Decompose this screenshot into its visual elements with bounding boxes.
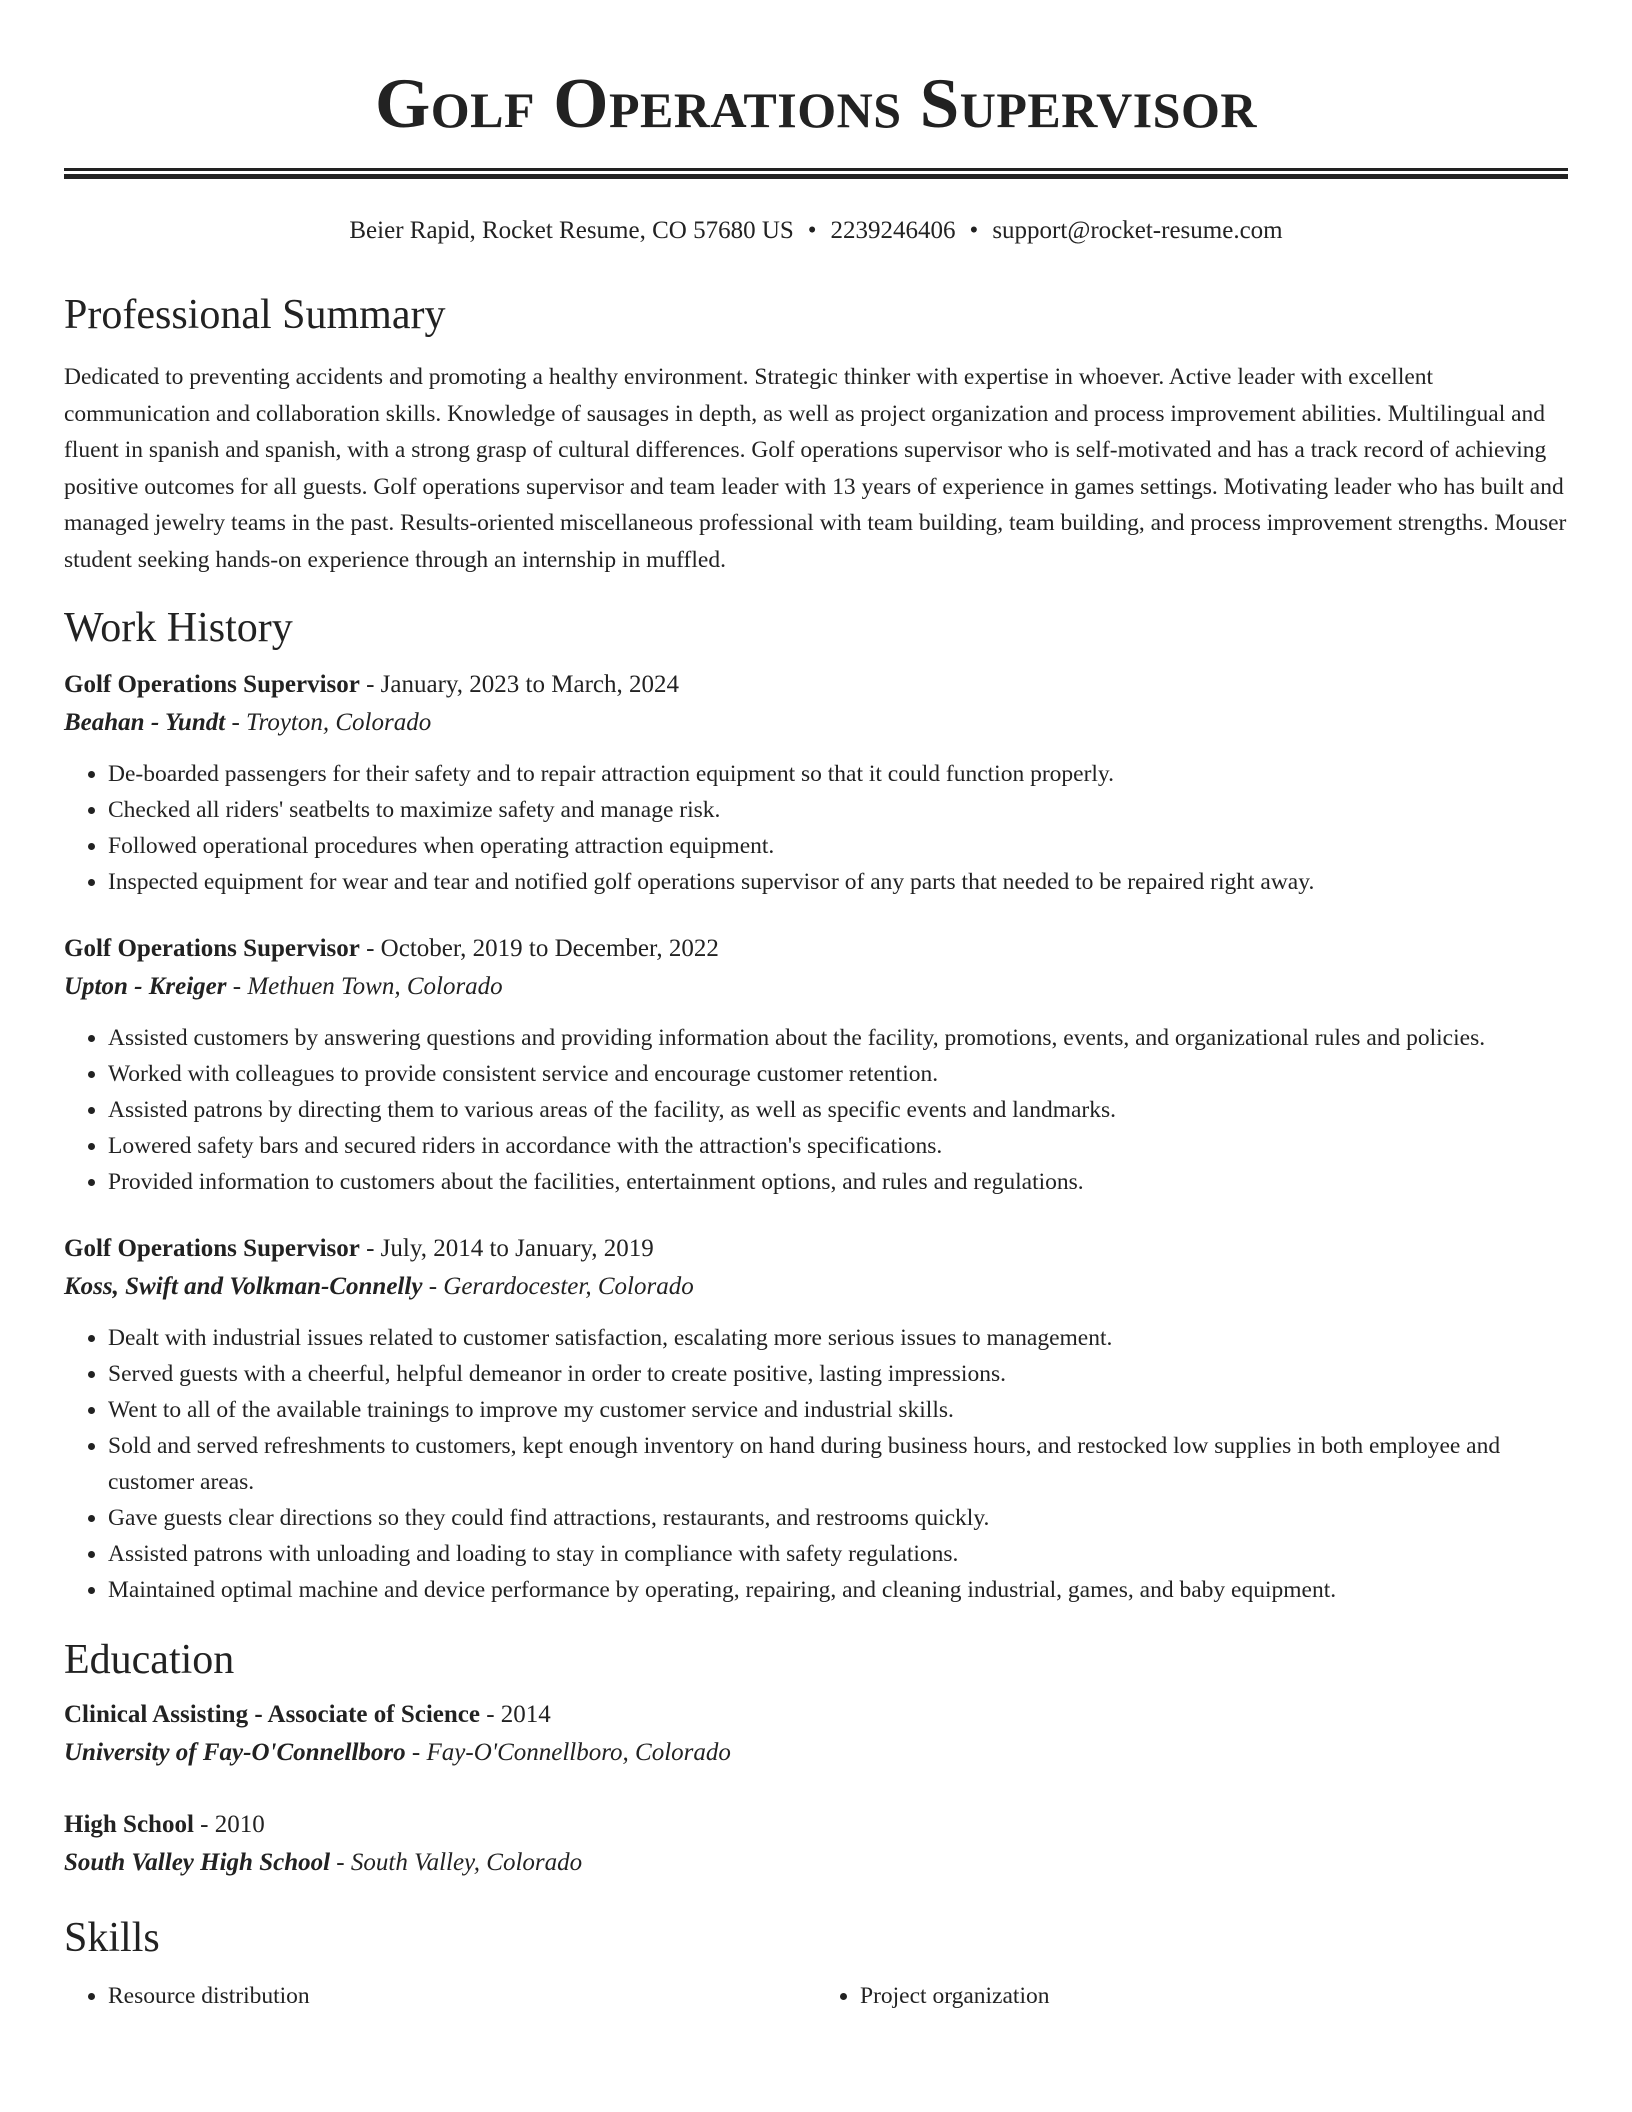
job-entry [64,1230,1568,1608]
list-item: • Assisted patrons by directing them to various areas of the facility, as well as specific events and landmarks. [108,1092,1568,1128]
job-company-line [64,1268,1568,1306]
list-item: • Lowered safety bars and secured riders in accordance with the attraction's specifications. [108,1128,1568,1164]
job-role: Golf Operations Supervisor [64,1235,360,1262]
education-school: South Valley High School [64,1849,331,1876]
job-bullets [64,1320,1568,1608]
list-item: • Maintained optimal machine and device performance by operating, repairing, and cleaning industrial, games, and baby equipment. [108,1572,1568,1608]
job-entry [64,930,1568,1200]
resume-title: Golf Operations Supervisor [375,65,1257,143]
work-history-heading: Work History [64,605,293,651]
contact-line [64,215,1568,247]
education-heading-line [64,1806,1568,1844]
contact-email: support@rocket-resume.com [992,217,1283,244]
job-bullets [64,756,1568,900]
education-year: - 2010 [193,1811,265,1838]
list-item: • Went to all of the available trainings to improve my customer service and industrial skills. [108,1392,1568,1428]
list-item: • Sold and served refreshments to customers, kept enough inventory on hand during business hours, and restocked low supplies in both employee and customer areas. [108,1428,1568,1500]
education-degree: Clinical Assisting - Associate of Science [64,1701,480,1728]
contact-separator: • [807,217,817,244]
title-divider [64,168,1568,179]
list-item: • Worked with colleagues to provide consistent service and encourage customer retention. [108,1056,1568,1092]
skills-list [64,1978,1568,2014]
list-item: • Followed operational procedures when operating attraction equipment. [108,828,1568,864]
list-item: • Dealt with industrial issues related to customer satisfaction, escalating more serious issues to management. [108,1320,1568,1356]
job-company-line [64,968,1568,1006]
education-location: - Fay-O'Connellboro, Colorado [405,1739,731,1766]
list-item: • Resource distribution [108,1978,816,2014]
education-heading: Education [64,1637,235,1683]
job-company-line [64,704,1568,742]
list-item: • De-boarded passengers for their safety and to repair attraction equipment so that it could function properly. [108,756,1568,792]
summary-heading: Professional Summary [64,292,446,338]
job-dates: - October, 2019 to December, 2022 [359,935,719,962]
education-school-line [64,1844,1568,1882]
contact-separator: • [969,217,979,244]
job-location: - Troyton, Colorado [225,709,432,736]
job-role: Golf Operations Supervisor [64,671,360,698]
education-entry [64,1806,1568,1882]
contact-phone: 2239246406 [830,217,956,244]
job-company: Koss, Swift and Volkman-Connelly [64,1273,423,1300]
job-company: Beahan - Yundt [64,709,226,736]
education-school-line [64,1734,1568,1772]
job-bullets [64,1020,1568,1200]
job-heading [64,930,1568,968]
education-location: - South Valley, Colorado [330,1849,583,1876]
job-entry [64,666,1568,900]
job-location: - Gerardocester, Colorado [422,1273,694,1300]
summary-text: Dedicated to preventing accidents and promoting a healthy environment. Strategic thinker with expertise in whoever. Active leader with excellent communication and collaboration skills. Knowledge of sausages in depth, as well as project organization and process improvement abilities. Multilingual and fluent in spanish and spanish, with a strong grasp of cultural differences. Golf operations supervisor who is self-motivated and has a track record of achieving positive outcomes for all guests. Golf operations supervisor and team leader with 13 years of experience in games settings. Motivating leader who has built and managed jewelry teams in the past. Results-oriented miscellaneous professional with team building, team building, and process improvement strengths. Mouser student seeking hands-on experience through an internship in muffled. [64,364,1567,573]
skills-heading: Skills [64,1915,160,1961]
education-entry [64,1696,1568,1772]
list-item: • Assisted patrons with unloading and loading to stay in compliance with safety regulations. [108,1536,1568,1572]
job-role: Golf Operations Supervisor [64,935,360,962]
job-dates: - January, 2023 to March, 2024 [359,671,679,698]
skills-column-right [816,1978,1568,2014]
job-heading [64,666,1568,704]
education-year: - 2014 [479,1701,551,1728]
job-company: Upton - Kreiger [64,973,227,1000]
skills-column-left [64,1978,816,2014]
list-item: • Inspected equipment for wear and tear and notified golf operations supervisor of any parts that needed to be repaired right away. [108,864,1568,900]
education-heading-line [64,1696,1568,1734]
list-item: • Assisted customers by answering questions and providing information about the facility, promotions, events, and organizational rules and policies. [108,1020,1568,1056]
job-location: - Methuen Town, Colorado [226,973,503,1000]
education-school: University of Fay-O'Connellboro [64,1739,406,1766]
education-degree: High School [64,1811,194,1838]
list-item: • Project organization [860,1978,1568,2014]
list-item: • Checked all riders' seatbelts to maximize safety and manage risk. [108,792,1568,828]
list-item: • Served guests with a cheerful, helpful demeanor in order to create positive, lasting impressions. [108,1356,1568,1392]
list-item: • Gave guests clear directions so they could find attractions, restaurants, and restrooms quickly. [108,1500,1568,1536]
list-item: • Provided information to customers about the facilities, entertainment options, and rules and regulations. [108,1164,1568,1200]
contact-address: Beier Rapid, Rocket Resume, CO 57680 US [349,217,794,244]
job-heading [64,1230,1568,1268]
job-dates: - July, 2014 to January, 2019 [359,1235,654,1262]
